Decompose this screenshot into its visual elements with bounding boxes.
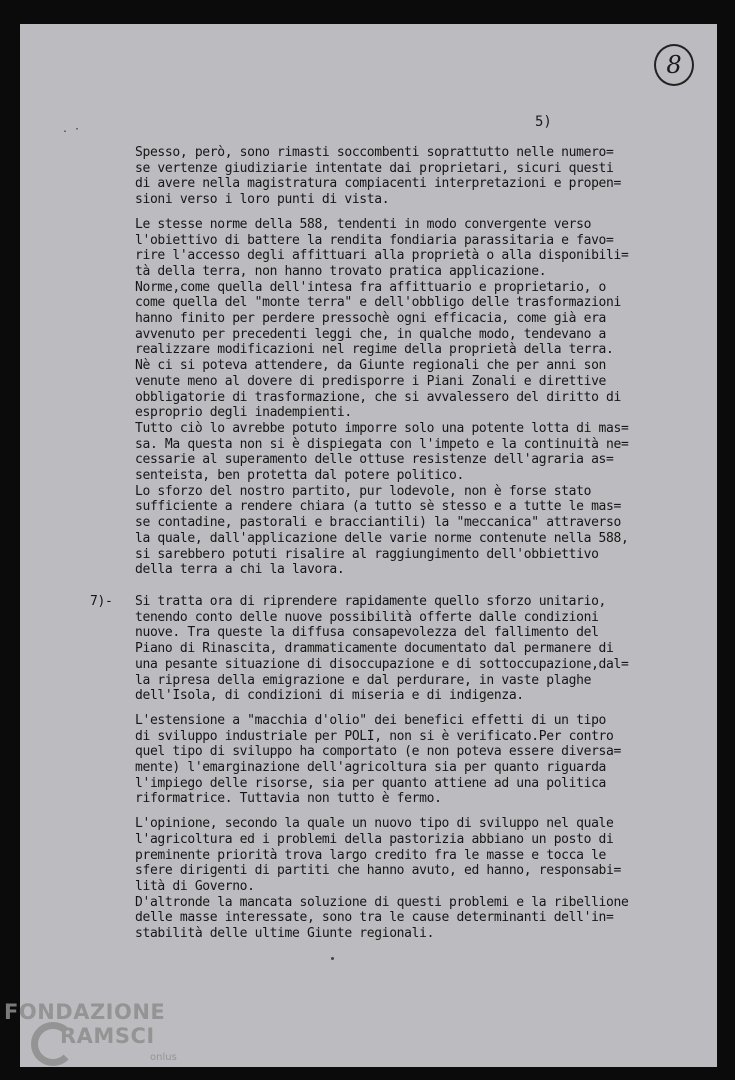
- text-line: avvenuto per precedenti leggi che, in qualche modo, tendevano a: [135, 326, 607, 342]
- text-line: Norme,come quella dell'intesa fra affittuario e proprietario, o: [135, 279, 607, 295]
- text-line: nuove. Tra queste la diffusa consapevolezza del fallimento del: [135, 625, 599, 641]
- text-line: sufficiente a rendere chiara (a tutto sè stesso e a tutte le mas=: [135, 499, 621, 515]
- ink-dot: [331, 957, 334, 960]
- text-line: Le stesse norme della 588, tendenti in modo convergente verso: [135, 216, 592, 232]
- text-line: se vertenze giudiziarie intentate dai proprietari, sicuri questi: [135, 160, 614, 176]
- watermark-line-3: onlus: [150, 1052, 177, 1063]
- text-line: preminente priorità trova largo credito fra le masse e tocca le: [135, 847, 607, 863]
- text-line: rire l'accesso degli affittuari alla proprietà o alla disponibili=: [135, 248, 629, 264]
- fondazione-gramsci-watermark: [4, 1000, 177, 1063]
- item-7-label: 7)-: [90, 593, 113, 609]
- text-line: sa. Ma questa non si è dispiegata con l'impeto e la continuità ne=: [135, 436, 629, 452]
- text-line: sfere dirigenti di partiti che hanno avuto, ed hanno, responsabi=: [135, 863, 621, 879]
- text-line: delle masse interessate, sono tra le cause determinanti dell'in=: [135, 910, 614, 926]
- text-line: se contadine, pastorali e bracciantili) la "meccanica" attraverso: [135, 515, 621, 531]
- item-7-paragraph-3: [135, 816, 675, 942]
- paragraph-1: [135, 145, 675, 208]
- text-line: D'altronde la mancata soluzione di questi problemi e la ribellione: [135, 894, 629, 910]
- text-line: riformatrice. Tuttavia non tutto è fermo.: [135, 791, 442, 807]
- text-line: realizzare modificazioni nel regime della proprietà della terra.: [135, 342, 614, 358]
- watermark-line-1: FONDAZIONE: [4, 1000, 166, 1024]
- item-7-paragraph-1: [135, 594, 675, 704]
- text-line: sioni verso i loro punti di vista.: [135, 192, 390, 208]
- text-line: Lo sforzo del nostro partito, pur lodevole, non è forse stato: [135, 483, 592, 499]
- item-7-paragraph-2: [135, 713, 675, 807]
- text-line: lità di Governo.: [135, 878, 255, 894]
- stray-marks: . ·: [62, 124, 81, 135]
- text-line: venute meno al dovere di predisporre i Piani Zonali e direttive: [135, 373, 607, 389]
- text-line: Nè ci si poteva attendere, da Giunte regionali che per anni son: [135, 358, 607, 374]
- circled-page-number-text: 8: [666, 51, 682, 79]
- text-line: hanno finito per perdere pressochè ogni efficacia, come già era: [135, 311, 607, 327]
- text-line: la ripresa della emigrazione e dal perdurare, in vaste plaghe: [135, 672, 592, 688]
- watermark-line-2: RAMSCI: [60, 1024, 155, 1048]
- text-line: la quale, dall'applicazione delle varie norme contenute nella 588,: [135, 530, 629, 546]
- text-line: tà della terra, non hanno trovato pratica applicazione.: [135, 263, 547, 279]
- text-line: di sviluppo industriale per POLI, non si è verificato.Per contro: [135, 728, 614, 744]
- item-7: [90, 593, 675, 942]
- text-line: dell'Isola, di condizioni di miseria e di indigenza.: [135, 688, 524, 704]
- text-line: di avere nella magistratura compiacenti interpretazioni e propen=: [135, 176, 621, 192]
- text-line: Tutto ciò lo avrebbe potuto imporre solo una potente lotta di mas=: [135, 420, 629, 436]
- text-line: l'obiettivo di battere la rendita fondiaria parassitaria e favo=: [135, 232, 614, 248]
- section-number: 5): [535, 114, 552, 130]
- text-line: Piano di Rinascita, drammaticamente documentato dal permanere di: [135, 641, 614, 657]
- text-line: stabilità delle ultime Giunte regionali.: [135, 926, 435, 942]
- text-line: esproprio degli inadempienti.: [135, 405, 352, 421]
- text-line: l'impiego delle risorse, sia per quanto attiene ad una politica: [135, 775, 607, 791]
- text-line: una pesante situazione di disoccupazione e di sottoccupazione,dal=: [135, 656, 629, 672]
- text-line: l'agricoltura ed i problemi della pastorizia abbiano un posto di: [135, 831, 614, 847]
- text-line: Si tratta ora di riprendere rapidamente quello sforzo unitario,: [135, 593, 607, 609]
- text-line: si sarebbero potuti risalire al raggiungimento dell'obbiettivo: [135, 546, 599, 562]
- text-line: cessarie al superamento delle ottuse resistenze dell'agraria as=: [135, 452, 614, 468]
- paragraph-2: [135, 217, 675, 578]
- text-line: Spesso, però, sono rimasti soccombenti soprattutto nelle numero=: [135, 145, 614, 160]
- text-line: obbligatorie di trasformazione, che si avvalessero del diritto di: [135, 389, 621, 405]
- text-line: senteista, ben protetta dal potere politico.: [135, 468, 464, 484]
- text-line: L'estensione a "macchia d'olio" dei benefici effetti di un tipo: [135, 712, 607, 728]
- text-line: tenendo conto delle nuove possibilità offerte dalle condizioni: [135, 609, 599, 625]
- text-line: mente) l'emarginazione dell'agricoltura sia per quanto riguarda: [135, 760, 607, 776]
- typewritten-body: [90, 145, 675, 942]
- text-line: L'opinione, secondo la quale un nuovo tipo di sviluppo nel quale: [135, 816, 614, 832]
- text-line: della terra a chi la lavora.: [135, 562, 345, 578]
- text-line: quel tipo di sviluppo ha comportato (e non poteva essere diversa=: [135, 744, 621, 760]
- text-line: come quella del "monte terra" e dell'obbligo delle trasformazioni: [135, 295, 621, 311]
- circled-page-number: [654, 44, 694, 86]
